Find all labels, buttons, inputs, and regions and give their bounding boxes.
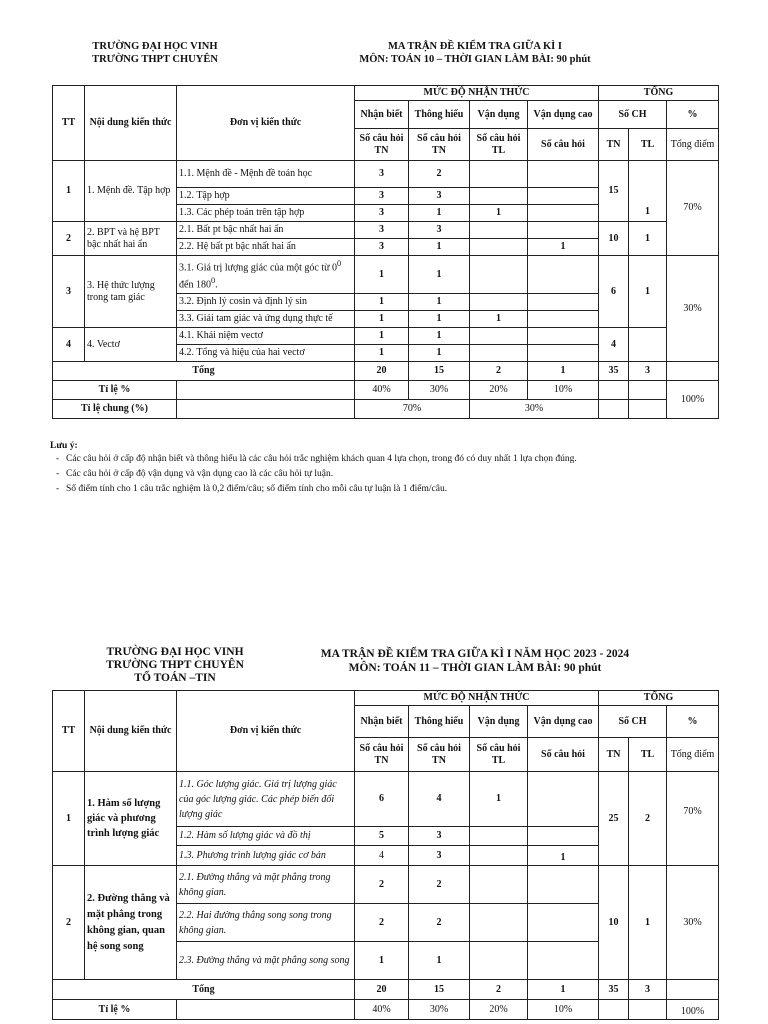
th-q-tl: Số câu hỏi TL — [470, 738, 528, 772]
th-l1: Nhận biết — [355, 706, 409, 738]
doc1-notes — [52, 440, 752, 497]
pct-a: 70% — [667, 161, 719, 256]
th-l2: Thông hiểu — [409, 706, 470, 738]
r4-unit: 2.1. Bất pt bậc nhất hai ẩn — [177, 222, 355, 239]
doc2-title-block — [285, 647, 665, 675]
r3-a: 4 — [355, 846, 409, 866]
r8-unit: 3.3. Giải tam giác và ứng dụng thực tế — [177, 311, 355, 328]
th-total: TỔNG — [599, 86, 719, 101]
r3-b: 1 — [409, 205, 470, 222]
r1-b: 4 — [409, 772, 470, 827]
th-unit: Đơn vị kiến thức — [177, 86, 355, 161]
g1-tt: 1 — [53, 161, 85, 222]
r2-a: 5 — [355, 827, 409, 846]
r6-b: 1 — [409, 942, 470, 980]
g1-name: 1. Mệnh đề. Tập hợp — [85, 161, 177, 222]
g4-tn: 4 — [599, 328, 629, 362]
th-q-tn-2: Số câu hỏi TN — [409, 738, 470, 772]
r5-b: 1 — [409, 239, 470, 256]
doc1-title: MA TRẬN ĐỀ KIỂM TRA GIỮA KÌ I — [388, 41, 562, 52]
th-unit: Đơn vị kiến thức — [177, 691, 355, 772]
common-label: Tỉ lệ chung (%) — [53, 400, 177, 419]
r4-b: 2 — [409, 866, 470, 904]
r7-a: 1 — [355, 294, 409, 311]
r1-a: 6 — [355, 772, 409, 827]
r3-d: 1 — [528, 846, 599, 866]
th-level: MỨC ĐỘ NHẬN THỨC — [355, 691, 599, 706]
th-l1: Nhận biết — [355, 101, 409, 129]
g4-name: 4. Vectơ — [85, 328, 177, 362]
r2-a: 3 — [355, 188, 409, 205]
note-item: - Các câu hỏi ở cấp độ nhận biết và thông hiểu là các câu hỏi trắc nghiệm khách quan 4 lựa chọn, trong đó có duy nhất 1 lựa chọn đúng. — [52, 452, 752, 467]
sum-c: 2 — [470, 362, 528, 381]
rate-all: 100% — [667, 1000, 719, 1020]
r10-unit: 4.2. Tổng và hiệu của hai vectơ — [177, 345, 355, 362]
th-q-tn-1: Số câu hỏi TN — [355, 129, 409, 161]
doc1-school-2: TRƯỜNG THPT CHUYÊN — [92, 54, 218, 65]
th-tl: TL — [629, 129, 667, 161]
doc2-school-3: TỔ TOÁN –TIN — [134, 672, 216, 684]
g2-name: 2. BPT và hệ BPT bậc nhất hai ẩn — [85, 222, 177, 256]
doc1-matrix-table — [52, 85, 719, 419]
r3-c: 1 — [470, 205, 528, 222]
r3-b: 3 — [409, 846, 470, 866]
g1-tl: 2 — [629, 772, 667, 866]
th-q-tn-1: Số câu hỏi TN — [355, 738, 409, 772]
r3-unit: 1.3. Phương trình lượng giác cơ bản — [177, 846, 355, 866]
r4-unit: 2.1. Đường thẳng và mặt phẳng trong không gian. — [177, 866, 355, 904]
doc1-school-header — [50, 40, 260, 66]
sum-label: Tổng — [53, 980, 355, 1000]
doc1-title-block — [300, 40, 650, 66]
th-total: TỔNG — [599, 691, 719, 706]
g4-tt: 4 — [53, 328, 85, 362]
sum-a: 20 — [355, 980, 409, 1000]
r3-unit: 1.3. Các phép toán trên tập hợp — [177, 205, 355, 222]
r8-c: 1 — [470, 311, 528, 328]
th-l3: Vận dụng — [470, 101, 528, 129]
r9-a: 1 — [355, 328, 409, 345]
r9-unit: 4.1. Khái niệm vectơ — [177, 328, 355, 345]
th-q-tl: Số câu hỏi TL — [470, 129, 528, 161]
rate-label: Tỉ lệ % — [53, 1000, 177, 1020]
note-item: - Các câu hỏi ở cấp độ vận dụng và vận dụng cao là các câu hỏi tự luận. — [52, 467, 752, 482]
rate-label: Tỉ lệ % — [53, 381, 177, 400]
sum-b: 15 — [409, 362, 470, 381]
r2-unit: 1.2. Hàm số lượng giác và đồ thị — [177, 827, 355, 846]
r1-b: 2 — [409, 161, 470, 188]
r4-a: 3 — [355, 222, 409, 239]
th-tt: TT — [53, 86, 85, 161]
r9-b: 1 — [409, 328, 470, 345]
g2-tt: 2 — [53, 222, 85, 256]
g3-name: 3. Hệ thức lượng trong tam giác — [85, 256, 177, 328]
r1-a: 3 — [355, 161, 409, 188]
th-score: Tổng điểm — [667, 738, 719, 772]
doc2-subtitle: MÔN: TOÁN 11 – THỜI GIAN LÀM BÀI: 90 phút — [348, 662, 602, 674]
doc2-school-2: TRƯỜNG THPT CHUYÊN — [106, 659, 244, 671]
th-l4: Vận dụng cao — [528, 706, 599, 738]
r10-b: 1 — [409, 345, 470, 362]
r1-unit: 1.1. Góc lượng giác. Giá trị lượng giác của góc lượng giác. Các phép biến đổi lượng giác — [177, 772, 355, 827]
notes-title: Lưu ý: — [50, 441, 78, 451]
rate-c: 20% — [470, 381, 528, 400]
r1-unit: 1.1. Mệnh đề - Mệnh đề toán học — [177, 161, 355, 188]
th-sch: Số CH — [599, 101, 667, 129]
g3-tl: 1 — [629, 256, 667, 328]
g2-tl: 1 — [629, 222, 667, 256]
g2-tn: 10 — [599, 866, 629, 980]
th-content: Nội dung kiến thức — [85, 691, 177, 772]
sum-b: 15 — [409, 980, 470, 1000]
g3-tn: 6 — [599, 256, 629, 328]
doc2-matrix-table — [52, 690, 719, 1020]
th-q: Số câu hỏi — [528, 738, 599, 772]
r6-b: 1 — [409, 256, 470, 294]
th-tl: TL — [629, 738, 667, 772]
sum-d: 1 — [528, 362, 599, 381]
sum-c: 2 — [470, 980, 528, 1000]
sum-a: 20 — [355, 362, 409, 381]
g2-pct: 30% — [667, 866, 719, 980]
r5-a: 2 — [355, 904, 409, 942]
sum-tn: 35 — [599, 980, 629, 1000]
sum-tl: 3 — [629, 980, 667, 1000]
th-l3: Vận dụng — [470, 706, 528, 738]
th-pct: % — [667, 706, 719, 738]
g2-name: 2. Đường thẳng và mặt phẳng trong không gian, quan hệ song song — [85, 866, 177, 980]
r8-a: 1 — [355, 311, 409, 328]
doc2-title: MA TRẬN ĐỀ KIỂM TRA GIỮA KÌ I NĂM HỌC 2023 - 2024 — [320, 648, 630, 660]
r3-a: 3 — [355, 205, 409, 222]
r10-a: 1 — [355, 345, 409, 362]
r2-unit: 1.2. Tập hợp — [177, 188, 355, 205]
th-q-tn-2: Số câu hỏi TN — [409, 129, 470, 161]
r5-unit: 2.2. Hệ bất pt bậc nhất hai ẩn — [177, 239, 355, 256]
r5-b: 2 — [409, 904, 470, 942]
r8-b: 1 — [409, 311, 470, 328]
th-content: Nội dung kiến thức — [85, 86, 177, 161]
pct-b: 30% — [667, 256, 719, 362]
doc2-school-1: TRƯỜNG ĐẠI HỌC VINH — [106, 646, 244, 658]
sum-tn: 35 — [599, 362, 629, 381]
r6-unit: 3.1. Giá trị lượng giác của một góc từ $0^0$ đến $180^0$. — [177, 256, 355, 294]
r5-d: 1 — [528, 239, 599, 256]
g1-pct: 70% — [667, 772, 719, 866]
th-tt: TT — [53, 691, 85, 772]
r5-a: 3 — [355, 239, 409, 256]
th-tn: TN — [599, 129, 629, 161]
r2-b: 3 — [409, 188, 470, 205]
rate-all: 100% — [667, 381, 719, 419]
g1-tn: 15 — [599, 161, 629, 222]
r4-b: 3 — [409, 222, 470, 239]
th-tn: TN — [599, 738, 629, 772]
g1-tn: 25 — [599, 772, 629, 866]
th-level: MỨC ĐỘ NHẬN THỨC — [355, 86, 599, 101]
common-cd: 30% — [470, 400, 599, 419]
doc1-subtitle: MÔN: TOÁN 10 – THỜI GIAN LÀM BÀI: 90 phút — [359, 54, 591, 65]
th-l4: Vận dụng cao — [528, 101, 599, 129]
sum-d: 1 — [528, 980, 599, 1000]
th-sch: Số CH — [599, 706, 667, 738]
rate-a: 40% — [355, 1000, 409, 1020]
sum-tl: 3 — [629, 362, 667, 381]
th-q: Số câu hỏi — [528, 129, 599, 161]
rate-b: 30% — [409, 1000, 470, 1020]
g2-tt: 2 — [53, 866, 85, 980]
doc1-school-1: TRƯỜNG ĐẠI HỌC VINH — [92, 41, 218, 52]
r6-a: 1 — [355, 942, 409, 980]
rate-b: 30% — [409, 381, 470, 400]
common-ab: 70% — [355, 400, 470, 419]
rate-d: 10% — [528, 381, 599, 400]
r6-a: 1 — [355, 256, 409, 294]
g1-tt: 1 — [53, 772, 85, 866]
g2-tl: 1 — [629, 866, 667, 980]
th-l2: Thông hiểu — [409, 101, 470, 129]
g3-tt: 3 — [53, 256, 85, 328]
g2-tn: 10 — [599, 222, 629, 256]
note-item: - Số điểm tính cho 1 câu trắc nghiệm là 0,2 điểm/câu; số điểm tính cho mỗi câu tự luận là 1 điểm/câu. — [52, 482, 752, 497]
r1-c: 1 — [470, 772, 528, 827]
r6-unit: 2.3. Đường thẳng và mặt phẳng song song — [177, 942, 355, 980]
r7-b: 1 — [409, 294, 470, 311]
r7-unit: 3.2. Định lý cosin và định lý sin — [177, 294, 355, 311]
sum-label: Tổng — [53, 362, 355, 381]
doc2-school-header — [60, 646, 290, 685]
rate-d: 10% — [528, 1000, 599, 1020]
th-score: Tổng điểm — [667, 129, 719, 161]
th-pct: % — [667, 101, 719, 129]
rate-a: 40% — [355, 381, 409, 400]
r2-b: 3 — [409, 827, 470, 846]
g1-tl: 1 — [629, 161, 667, 222]
rate-c: 20% — [470, 1000, 528, 1020]
r5-unit: 2.2. Hai đường thẳng song song trong không gian. — [177, 904, 355, 942]
g1-name: 1. Hàm số lượng giác và phương trình lượng giác — [85, 772, 177, 866]
r4-a: 2 — [355, 866, 409, 904]
